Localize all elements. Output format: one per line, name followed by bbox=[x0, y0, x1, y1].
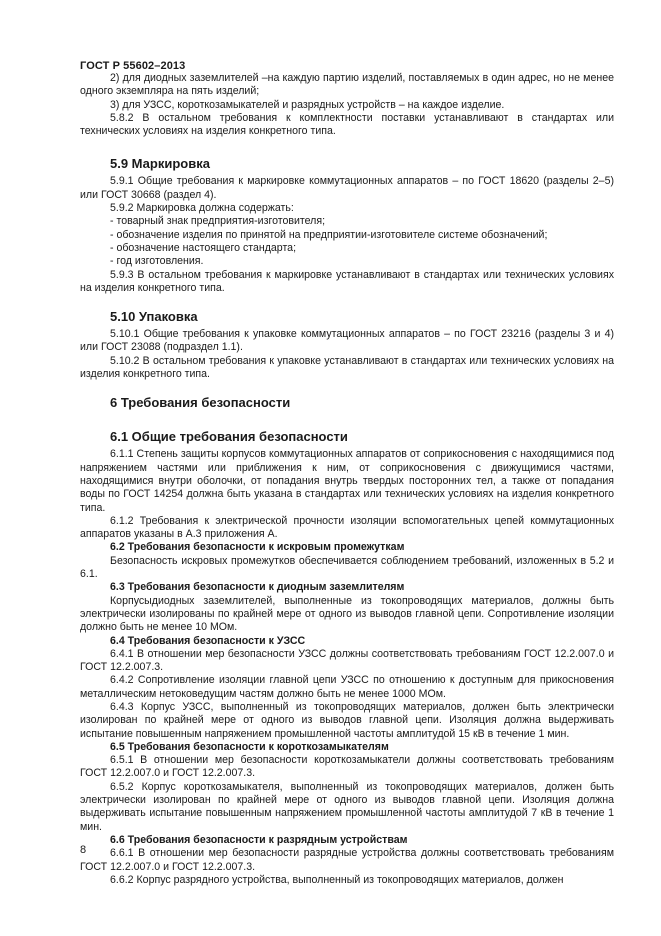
document-body bbox=[80, 72, 614, 887]
section-heading-6: 6 Требования безопасности bbox=[110, 395, 291, 411]
paragraph: 6.4.2 Сопротивление изоляции главной цепи УЗСС по отношению к доступным для прикосновения металлическим нетоковедущим частям должно быть не менее 1000 МОм. bbox=[80, 674, 614, 700]
section-heading-5-9: 5.9 Маркировка bbox=[110, 156, 210, 172]
subsection-heading-6-4: 6.4 Требования безопасности к УЗСС bbox=[110, 634, 306, 647]
paragraph: 5.9.1 Общие требования к маркировке коммутационных аппаратов – по ГОСТ 18620 (разделы 2–5) или ГОСТ 30668 (раздел 4). bbox=[80, 175, 614, 201]
list-item: - год изготовления. bbox=[110, 255, 204, 268]
paragraph: 6.6.1 В отношении мер безопасности разрядные устройства должны соответствовать требованиям ГОСТ 12.2.007.0 и ГОСТ 12.2.007.3. bbox=[80, 847, 614, 873]
paragraph: 6.4.3 Корпус УЗСС, выполненный из токопроводящих материалов, должен быть электрически изолирован по крайней мере от одного из выводов главной цепи. Изоляция должна выдерживать испытание повышенным напряжением промышленной частоты амплитудой 15 кВ в течение 1 мин. bbox=[80, 700, 614, 740]
subsection-heading-6-6: 6.6 Требования безопасности к разрядным устройствам bbox=[110, 833, 408, 846]
paragraph: Безопасность искровых промежутков обеспечивается соблюдением требований, изложенных в 5.2 и 6.1. bbox=[80, 554, 614, 581]
paragraph: 5.9.2 Маркировка должна содержать: bbox=[110, 202, 294, 215]
paragraph: 6.6.2 Корпус разрядного устройства, выполненный из токопроводящих материалов, должен bbox=[110, 873, 564, 886]
paragraph: 6.4.1 В отношении мер безопасности УЗСС должны соответствовать требованиям ГОСТ 12.2.007.0 и ГОСТ 12.2.007.3. bbox=[80, 647, 614, 674]
paragraph: Корпусыдиодных заземлителей, выполненные из токопроводящих материалов, должны быть электрически изолированы по крайней мере от одного из выводов главной цепи. Сопротивление изоляции должно быть не менее 10 МОм. bbox=[80, 594, 614, 634]
section-heading-5-10: 5.10 Упаковка bbox=[110, 309, 198, 325]
paragraph: 5.10.2 В остальном требования к упаковке устанавливают в стандартах или технических условиях на изделия конкретного типа. bbox=[80, 354, 614, 381]
list-item: - обозначение настоящего стандарта; bbox=[110, 241, 297, 254]
subsection-heading-6-2: 6.2 Требования безопасности к искровым промежуткам bbox=[110, 541, 405, 554]
paragraph: 5.10.1 Общие требования к упаковке коммутационных аппаратов – по ГОСТ 23216 (разделы 3 и 4) или ГОСТ 23088 (подраздел 1.1). bbox=[80, 328, 614, 354]
standard-header: ГОСТ Р 55602–2013 bbox=[80, 60, 186, 72]
paragraph: 6.1.2 Требования к электрической прочности изоляции вспомогательных цепей коммутационных аппаратов указаны в А.3 приложения А. bbox=[80, 514, 614, 541]
paragraph: 6.1.1 Степень защиты корпусов коммутационных аппаратов от соприкосновения с находящимися под напряжением частями или приближения к ним, от соприкосновения с движущимися частями, находящимися внутри оболочки, от попадания внутрь твердых посторонних тел, а также от попадания воды по ГОСТ 14254 должна быть указана в стандартах или технических условиях на изделия конкретного типа. bbox=[80, 448, 614, 514]
subsection-heading-6-5: 6.5 Требования безопасности к короткозамыкателям bbox=[110, 740, 389, 753]
subsection-heading-6-3: 6.3 Требования безопасности к диодным заземлителям bbox=[110, 581, 405, 594]
paragraph: 5.8.2 В остальном требования к комплектности поставки устанавливают в стандартах или технических условиях на изделия конкретного типа. bbox=[80, 111, 614, 138]
page-number: 8 bbox=[80, 844, 87, 856]
section-heading-6-1: 6.1 Общие требования безопасности bbox=[110, 429, 348, 445]
list-item: - обозначение изделия по принятой на предприятии-изготовителе системе обозначений; bbox=[110, 228, 548, 241]
paragraph: 6.5.1 В отношении мер безопасности короткозамыкатели должны соответствовать требованиям ГОСТ 12.2.007.0 и ГОСТ 12.2.007.3. bbox=[80, 754, 614, 780]
paragraph: 6.5.2 Корпус короткозамыкателя, выполненный из токопроводящих материалов, должен быть электрически изолирован по крайней мере от одного из выводов главной цепи. Изоляция должна выдерживать испытание повышенным напряжением промышленной частоты амплитудой 7 кВ в течение 1 мин. bbox=[80, 780, 614, 833]
paragraph: 5.9.3 В остальном требования к маркировке устанавливают в стандартах или технических условиях на изделия конкретного типа. bbox=[80, 268, 614, 294]
paragraph: 3) для УЗСС, короткозамыкателей и разрядных устройств – на каждое изделие. bbox=[110, 98, 505, 111]
paragraph: 2) для диодных заземлителей –на каждую партию изделий, поставляемых в один адрес, но не менее одного экземпляра на пять изделий; bbox=[80, 72, 614, 98]
list-item: - товарный знак предприятия-изготовителя; bbox=[110, 215, 326, 228]
